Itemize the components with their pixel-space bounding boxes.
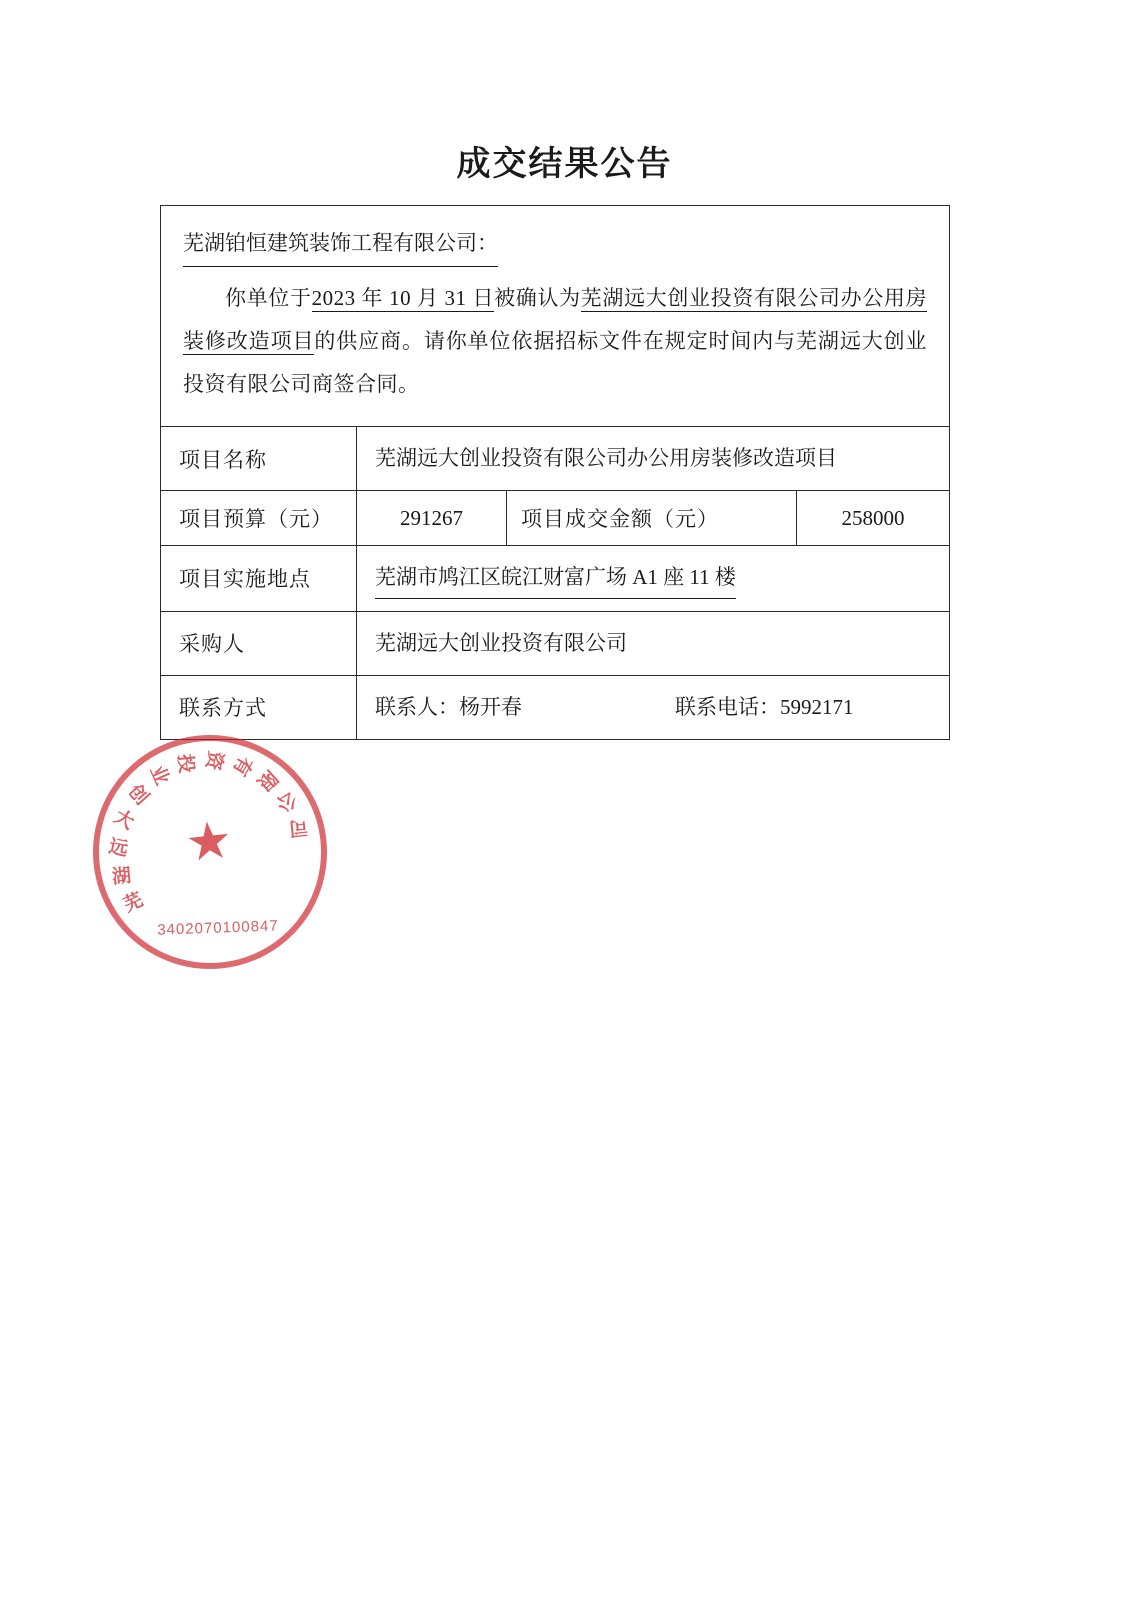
purchaser-label: 采购人 <box>161 611 357 675</box>
purchaser-value: 芜湖远大创业投资有限公司 <box>357 611 950 675</box>
contact-person: 联系人：杨开春 <box>375 694 522 719</box>
purchaser-row <box>161 611 950 675</box>
page-title: 成交结果公告 <box>456 145 673 183</box>
location-label: 项目实施地点 <box>161 546 357 612</box>
project-name-row <box>161 427 950 491</box>
body-text-1: 你单位于 <box>225 286 312 311</box>
contact-phone: 联系电话：5992171 <box>675 694 854 719</box>
official-seal-stamp <box>81 723 338 980</box>
intro-cell <box>161 206 950 427</box>
contact-row <box>161 675 950 739</box>
location-row <box>161 546 950 612</box>
body-date: 2023 年 10 月 31 日 <box>311 286 495 311</box>
budget-row <box>161 491 950 546</box>
body-project-name: 芜湖远大创业投资有限公司办公用房装修改造项目 <box>183 286 928 354</box>
seal-ring-text: 芜 湖 远 大 创 业 投 资 有 限 公 司 <box>106 748 309 917</box>
body-text-3: 的供应商。请你单位依据招标文件在规定时间内与芜湖远大创业投资有限公司商签合同。 <box>183 329 928 397</box>
addressee-line: 芜湖铂恒建筑装饰工程有限公司： <box>183 222 498 267</box>
announcement-table <box>160 205 950 740</box>
body-text-2: 被确认为 <box>494 286 581 311</box>
deal-amount-label: 项目成交金额（元） <box>507 491 797 546</box>
seal-star-icon: ★ <box>182 811 236 874</box>
intro-row <box>161 206 950 427</box>
location-text: 芜湖市鸠江区皖江财富广场 A1 座 11 楼 <box>375 558 736 599</box>
body-paragraph <box>183 277 927 406</box>
location-value <box>357 546 950 612</box>
budget-label: 项目预算（元） <box>161 491 357 546</box>
contact-value <box>357 675 950 739</box>
contact-label: 联系方式 <box>161 675 357 739</box>
seal-code: 3402070100847 <box>157 917 279 939</box>
budget-value: 291267 <box>357 491 507 546</box>
deal-amount-value: 258000 <box>797 491 950 546</box>
project-name-label: 项目名称 <box>161 427 357 491</box>
project-name-value: 芜湖远大创业投资有限公司办公用房装修改造项目 <box>357 427 950 491</box>
